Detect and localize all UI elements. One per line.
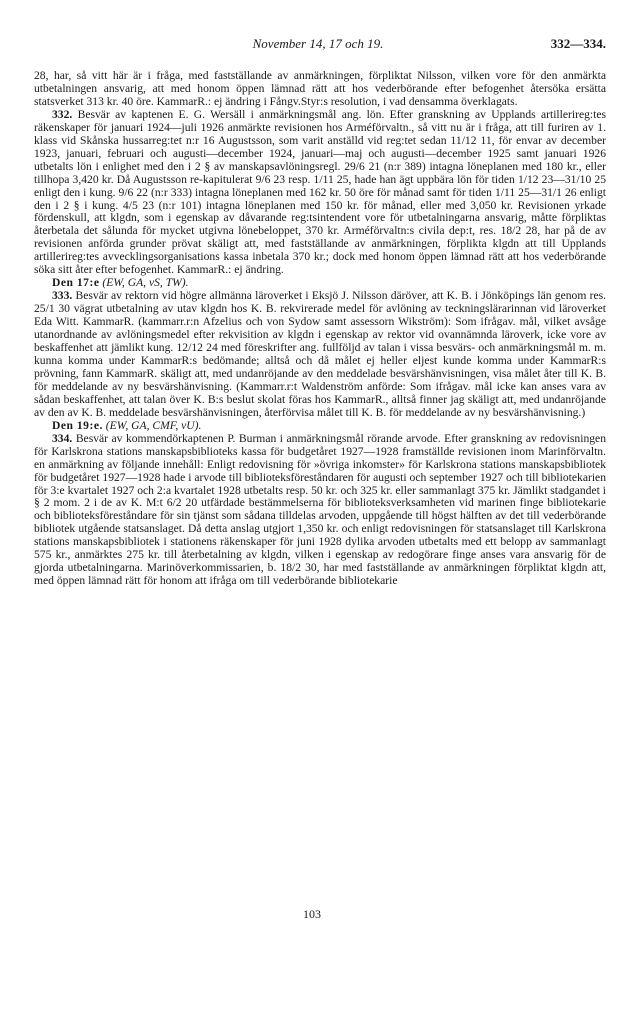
page-header xyxy=(30,38,606,54)
paragraph-334-text: Besvär av kommendörkaptenen P. Burman i anmärkningsmål rörande arvode. Efter granskning av redovisningen för Karlskrona stations manskapsbiblioteks kassa för budgetåret 1927—1928 framställde revisionen inom Marinförvaltn. en anmärkning av följande innehåll: Enligt redovisning för »övriga inkomster» för Karlskrona stations manskapsbibliotek för budgetåret 1927—1928 hade i arvode till biblioteksföreståndaren för augusti och september 1927 och till bibliotekarien för 3:e kvartalet 1927 och 2:a kvartalet 1928 utbetalts resp. 50 kr. och 325 kr. eller sammanlagt 375 kr. Jämlikt stadgandet i § 2 mom. 2 i de av K. M:t 6/2 20 utfärdade bestämmelserna för biblioteksverksamheten vid marinen finge bibliotekarie och biblioteksföreståndare för sin tjänst som sådana tilldelas arvoden, uppgående till högst hälften av det till vederbörande bibliotek utgående statsanslaget. Då detta anslag utgjort 1,350 kr. och enligt redovisningen för statsanslaget till Karlskrona stations manskapsbibliotek i stationens räkenskaper för juni 1928 dylika arvoden utbetalts med ett belopp av sammanlagt 575 kr., anmärktes 275 kr. till återbetalning av klgdn, vilken i egenskap av redogörare finge anses vara ansvarig för de gjorda utbetalningarna. Marinöverkommissarien, b. 18/2 30, har med fastställande av anmärkningen förpliktat klgdn att, med öppen lämnad rätt för honom att ifråga om till vederbörande bibliotekarie xyxy=(34,431,606,588)
paragraph-332 xyxy=(34,109,606,277)
page-number: 103 xyxy=(303,907,321,921)
section-range: 332—334. xyxy=(550,36,606,51)
paragraph-332-text: Besvär av kaptenen E. G. Wersäll i anmärkningsmål ang. lön. Efter granskning av Upplands artillerireg:tes räkenskaper för januari 1924—juli 1926 anmärkte revisionen hos Arméförvaltn., så vitt nu är i fråga, att till furiren av 1. klass vid Skånska hussarreg:tet n:r 16 Augustsson, som varit anställd vid reg:tet sedan 11/12 11, för envar av december 1923, januari, februari och augusti—december 1924, januari—maj och augusti—december 1925 samt januari 1926 utbetalts lön i enlighet med den i 2 § av manskapsavlöningsregl. 29/6 21 (n:r 389) intagna löneplanen med 180 kr., eller tillhopa 3,420 kr. Då Augustsson re-kapitulerat 9/6 23 resp. 1/11 25, hade han ägt uppbära lön för tiden 1/12 23—31/10 25 enligt den i kung. 9/6 22 (n:r 333) intagna löneplanen med 162 kr. 50 öre för månad samt för tiden 1/11 25—31/1 26 enligt den i 2 § i kung. 4/5 23 (n:r 101) intagna löneplanen med 150 kr. för månad, eller med 3,050 kr. Revisionen yrkade fördenskull, att klgdn, som i egenskap av dåvarande reg:tsintendent vore för utbetalningarna ansvarig, måtte förpliktas återbetala det sålunda för mycket utgivna lönebeloppet, 370 kr. Arméförvaltn:s civila dep:t, res. 18/2 28, har på de av revisionen anförda grunder prövat skäligt att, med fastställande av anmärkningen, förplikta klgdn att till Upplands artillerireg:tes avvecklingsorganisations kassa inbetala 370 kr.; dock med honom öppen lämnad rätt att hos vederbörande söka sitt åter efter befogenhet. KammarR.: ej ändring. xyxy=(34,107,606,277)
section-number-332: 332. xyxy=(52,107,73,121)
section-number-333: 333. xyxy=(52,289,73,303)
paragraph-333-text: Besvär av rektorn vid högre allmänna läroverket i Eksjö J. Nilsson däröver, att K. B. i Jönköpings län genom res. 25/1 30 vägrat utbetalning av utav klgdn hos K. B. rekvirerade medel för avlöning av teckningslärarinnan vid läroverket Eda Witt. KammarR. (kammarr.r:n Afzelius och von Sydow samt assessorn Wikström): Som ifrågav. mål, vilket avsåge utanordnande av avlöningsmedel efter rekvisition av klgdn i egenskap av rektor vid ovannämnda läroverk, icke vore av beskaffenhet att jämlikt kung. 12/12 24 med föreskrifter ang. fullföljd av talan i vissa besvärs- och anmärkningsmål m. m. kunna komma under KammarR:s bedömande; alltså och då målet ej heller eljest kunde komma under KammarR:s prövning, fann KammarR. skäligt att, med undanröjande av den meddelade besvärshänvisningen, visa målet åter till K. B. för meddelande av ny besvärshänvisning. (Kammarr.r:t Waldenström anförde: Som ifrågav. mål icke kan anses vara av sådan beskaffenhet, att talan över K. B:s beslut skolat föras hos KammarR., alltså finner jag skäligt att, med undanröjande av den av K. B. meddelade besvärshänvisningen, återförvisa målet till K. B. för meddelande av ny besvärshänvisning.) xyxy=(34,289,606,419)
running-head: November 14, 17 och 19. xyxy=(252,36,384,51)
paragraph-333 xyxy=(34,290,606,420)
paragraph-334 xyxy=(34,433,606,588)
members-17: (EW, GA, vS, TW). xyxy=(102,276,189,290)
paragraph-331-end: 28, har, så vitt här är i fråga, med fastställande av anmärkningen, förpliktat Nilsson, vilken vore för den anmärkta utbetalningen ansvarig, att med honom öppen lämnad rätt att hos vederbörande efter befogenhet återsöka ersätta statsverket 313 kr. 40 öre. KammarR.: ej ändring i Fångv.Styr:s resolution, i vad densamma överklagats. xyxy=(34,69,606,108)
date-label-17: Den 17:e xyxy=(52,276,100,290)
section-number-334: 334. xyxy=(52,431,73,445)
members-19: (EW, GA, CMF, vU). xyxy=(105,418,202,432)
date-label-19: Den 19:e. xyxy=(52,418,103,432)
page-content xyxy=(34,70,606,588)
